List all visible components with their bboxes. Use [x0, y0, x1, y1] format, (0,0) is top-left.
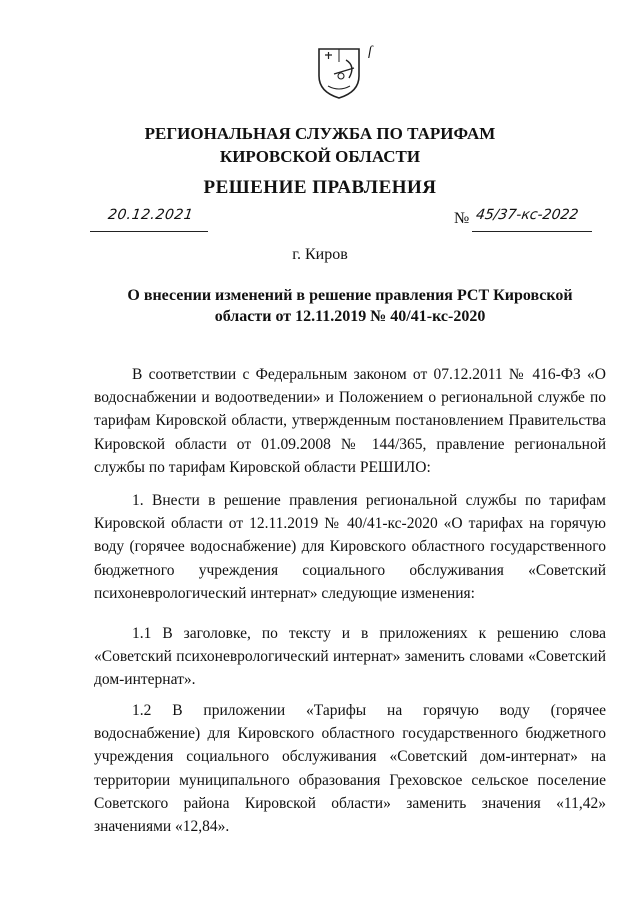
- text-line: водоснабжении и водоотведении» и Положением о региональной службе по: [94, 389, 606, 407]
- paragraph-preamble: [94, 363, 606, 479]
- text-line: Советского района Кировской области» заменить значения «11,42»: [94, 794, 606, 812]
- text-line: дом-интернат».: [94, 671, 196, 689]
- text-line: В соответствии с Федеральным законом от 07.12.2011 № 416-ФЗ «О: [132, 366, 606, 383]
- text-line: водоснабжение) для Кировского областного государственного бюджетного: [94, 725, 606, 743]
- text-line: Кировской области от 01.09.2008 № 144/365, правление региональной: [94, 435, 606, 453]
- city: г. Киров: [292, 246, 348, 263]
- text-line: бюджетного учреждения социального обслуживания «Советский: [94, 561, 606, 579]
- text-line: воду (горячее водоснабжение) для Кировского областного государственного: [94, 538, 606, 556]
- decision-title: РЕШЕНИЕ ПРАВЛЕНИЯ: [203, 177, 437, 198]
- text-line: 1.1 В заголовке, по тексту и в приложениях к решению слова: [132, 625, 606, 642]
- text-line: значениями «12,84».: [94, 818, 230, 836]
- paragraph-item-1: [94, 489, 606, 605]
- organization-name: [0, 122, 640, 168]
- text-line: 1. Внести в решение правления региональной службы по тарифам: [132, 492, 606, 509]
- text-line: «Советский психоневрологический интернат» заменить словами «Советский: [94, 648, 606, 666]
- text-line: учреждения социального обслуживания «Советский дом-интернат» на: [94, 748, 606, 766]
- paragraph-item-1-2: [94, 699, 606, 838]
- text-line: психоневрологический интернат» следующие изменения:: [94, 584, 475, 602]
- decision-number: 45/37-кс-2022: [474, 207, 580, 223]
- kirov-coat-of-arms-icon: [316, 46, 362, 100]
- org-name-line-2: КИРОВСКОЙ ОБЛАСТИ: [219, 147, 421, 166]
- decision-subject: [120, 285, 580, 327]
- subject-line-1: О внесении изменений в решение правления РСТ Кировской: [127, 287, 573, 304]
- subject-line-2: области от 12.11.2019 № 40/41-кс-2020: [214, 308, 486, 325]
- org-name-line-1: РЕГИОНАЛЬНАЯ СЛУЖБА ПО ТАРИФАМ: [144, 124, 496, 143]
- text-line: Кировской области от 12.11.2019 № 40/41-кс-2020 «О тарифах на горячую: [94, 515, 606, 533]
- number-label: №: [454, 210, 470, 227]
- text-line: 1.2 В приложении «Тарифы на горячую воду (горячее: [132, 702, 606, 719]
- text-line: службы по тарифам Кировской области РЕШИЛО:: [94, 458, 431, 476]
- decision-date: 20.12.2021: [106, 207, 195, 223]
- text-line: территории муниципального образования Греховское сельское поселение: [94, 771, 606, 789]
- paragraph-item-1-1: [94, 622, 606, 692]
- text-line: тарифам Кировской области, утвержденным постановлением Правительства: [94, 412, 606, 430]
- emblem-mark: ſ: [368, 44, 372, 59]
